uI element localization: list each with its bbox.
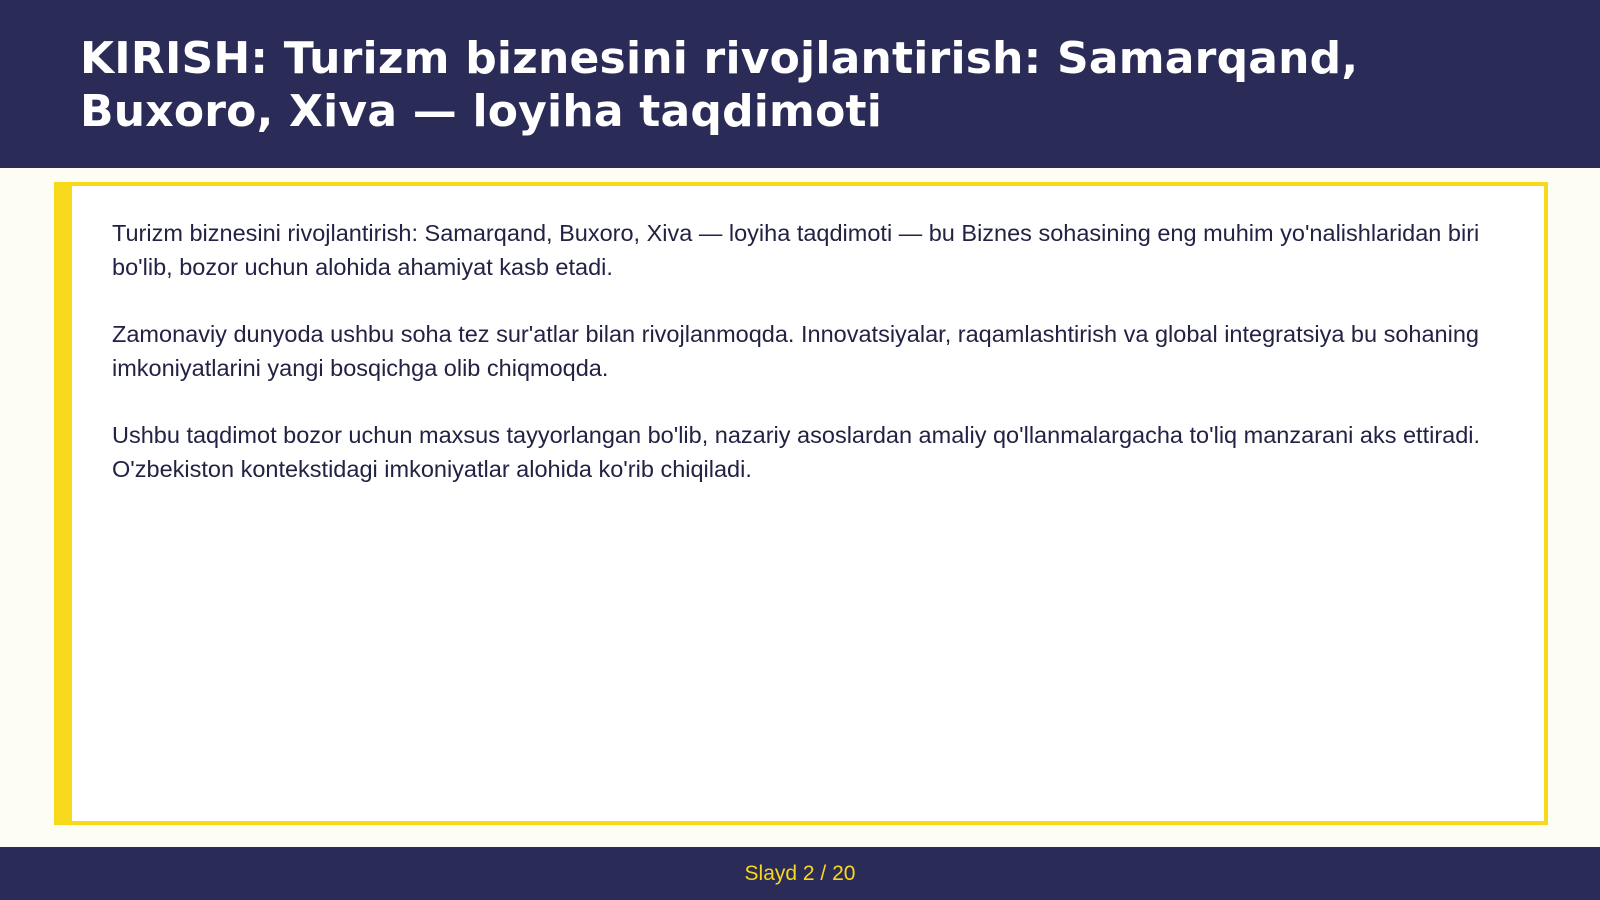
slide-footer xyxy=(0,847,1600,900)
content-card xyxy=(54,182,1548,825)
body-paragraph-2: Zamonaviy dunyoda ushbu soha tez sur'atlar bilan rivojlanmoqda. Innovatsiyalar, raqamlashtirish va global integratsiya bu sohaning imkoniyatlarini yangi bosqichga olib chiqmoqda. xyxy=(112,321,1479,381)
slide-title: KIRISH: Turizm biznesini rivojlantirish: Samarqand, Buxoro, Xiva — loyiha taqdimoti xyxy=(80,33,1359,137)
body-paragraph-1: Turizm biznesini rivojlantirish: Samarqand, Buxoro, Xiva — loyiha taqdimoti — bu Biznes sohasining eng muhim yo'nalishlaridan biri bo'lib, bozor uchun alohida ahamiyat kasb etadi. xyxy=(112,220,1480,280)
slide-header xyxy=(0,0,1600,168)
body-paragraph-3: Ushbu taqdimot bozor uchun maxsus tayyorlangan bo'lib, nazariy asoslardan amaliy qo'llanmalargacha to'liq manzarani aks ettiradi. O'zbekiston kontekstidagi imkoniyatlar alohida ko'rib chiqiladi. xyxy=(112,422,1481,482)
slide-counter: Slayd 2 / 20 xyxy=(744,861,856,885)
